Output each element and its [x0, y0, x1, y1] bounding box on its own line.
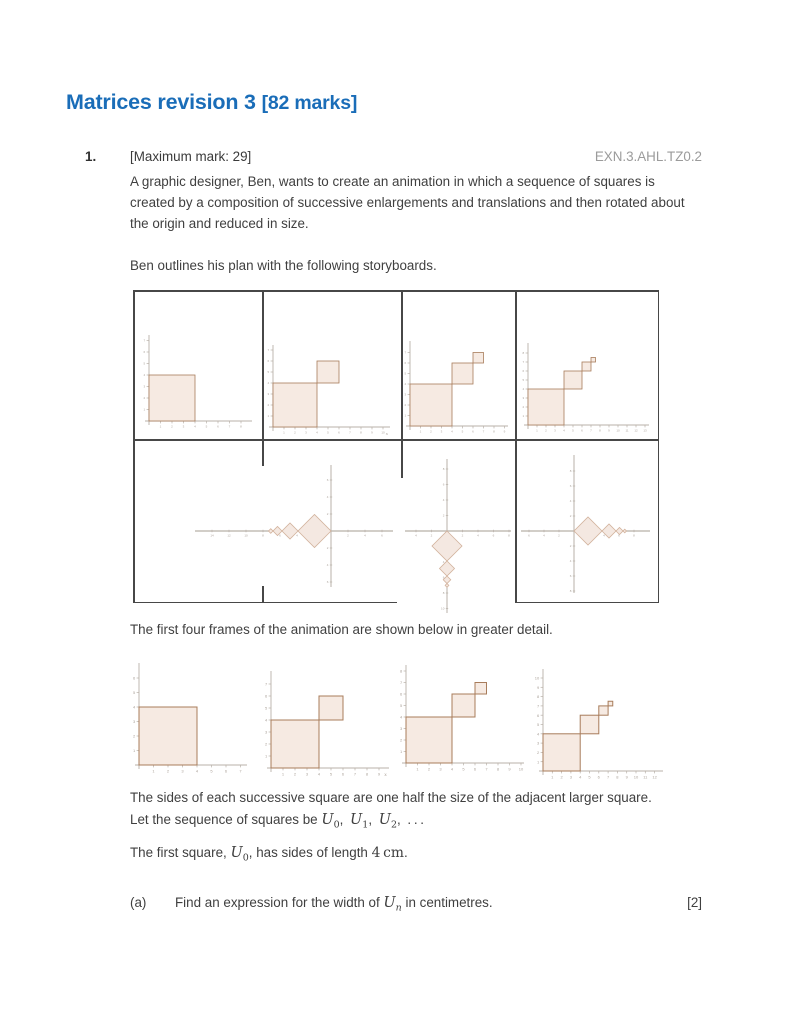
svg-text:4: 4 [536, 731, 540, 737]
svg-text:1: 1 [399, 749, 403, 755]
svg-text:6: 6 [224, 768, 228, 774]
svg-text:1: 1 [267, 414, 270, 419]
svg-text:1: 1 [551, 774, 554, 780]
svg-text:5: 5 [267, 370, 270, 375]
question-reference: EXN.3.AHL.TZ0.2 [594, 149, 702, 164]
svg-text:8: 8 [493, 429, 495, 434]
svg-text:5: 5 [327, 430, 329, 435]
svg-text:7: 7 [264, 681, 268, 687]
svg-text:5: 5 [461, 429, 464, 434]
svg-text:9: 9 [536, 684, 540, 690]
svg-text:3: 3 [439, 766, 442, 772]
svg-text:4: 4 [415, 533, 417, 538]
svg-text:12: 12 [227, 533, 231, 538]
svg-text:4: 4 [579, 774, 582, 780]
svg-text:3: 3 [554, 428, 556, 433]
question-max-mark: [Maximum mark: 29] [130, 149, 252, 164]
svg-text:4: 4 [267, 381, 270, 386]
svg-text:5: 5 [399, 703, 403, 709]
svg-text:9: 9 [625, 774, 628, 780]
svg-text:2: 2 [166, 768, 170, 774]
svg-text:12: 12 [652, 774, 657, 780]
svg-text:1: 1 [522, 414, 525, 419]
svg-text:8: 8 [569, 589, 572, 594]
svg-text:2: 2 [404, 403, 407, 408]
svg-text:4: 4 [450, 766, 454, 772]
svg-text:6: 6 [472, 429, 474, 434]
svg-text:4: 4 [316, 430, 318, 435]
part-a-marks: [2] [687, 895, 702, 910]
svg-text:10: 10 [244, 533, 248, 538]
svg-text:8: 8 [569, 469, 572, 474]
svg-text:4: 4 [296, 533, 298, 538]
svg-text:7: 7 [536, 703, 540, 709]
svg-text:4: 4 [326, 563, 329, 568]
svg-text:3: 3 [569, 774, 573, 780]
svg-text:8: 8 [262, 533, 264, 538]
svg-text:2: 2 [545, 428, 547, 433]
svg-text:8: 8 [399, 668, 403, 674]
svg-text:6: 6 [442, 575, 445, 580]
svg-text:4: 4 [404, 382, 407, 387]
svg-text:3: 3 [305, 430, 307, 435]
svg-text:5: 5 [210, 768, 213, 774]
svg-text:2: 2 [294, 430, 296, 435]
svg-text:6: 6 [264, 693, 268, 699]
svg-text:2: 2 [569, 514, 572, 519]
svg-text:4: 4 [317, 771, 321, 777]
detail-frame-1 [125, 655, 275, 780]
svg-text:6: 6 [442, 482, 445, 487]
storyboard-frame-4 [517, 295, 654, 435]
svg-text:4: 4 [569, 559, 572, 564]
svg-text:6: 6 [143, 350, 146, 355]
svg-text:7: 7 [606, 774, 610, 780]
svg-text:1: 1 [536, 428, 538, 433]
svg-text:2: 2 [267, 403, 270, 408]
svg-text:7: 7 [590, 428, 592, 433]
svg-text:2: 2 [326, 546, 329, 551]
svg-text:4: 4 [477, 533, 479, 538]
intro-paragraph: A graphic designer, Ben, wants to create an animation in which a sequence of squares is created by a composition of successive enlargements and translations and then rotated about the origin and reduced in size. [130, 174, 685, 231]
svg-text:4: 4 [603, 533, 605, 538]
table-border-right [658, 290, 660, 603]
svg-text:2: 2 [536, 750, 540, 755]
svg-text:2: 2 [569, 544, 572, 549]
svg-text:8: 8 [633, 533, 635, 538]
svg-text:7: 7 [267, 348, 270, 353]
svg-text:7: 7 [143, 338, 146, 343]
svg-text:1: 1 [536, 759, 540, 765]
table-border-bottom-left [133, 602, 397, 604]
svg-text:5: 5 [205, 424, 208, 429]
question-header [85, 149, 702, 164]
svg-text:4: 4 [442, 498, 445, 503]
svg-text:8: 8 [240, 424, 242, 429]
svg-text:6: 6 [399, 691, 403, 697]
detail-intro-paragraph: The first four frames of the animation are shown below in greater detail. [130, 622, 553, 637]
sequence-paragraph [130, 787, 686, 831]
page-title-marks: [82 marks] [261, 92, 358, 114]
svg-text:4: 4 [264, 717, 268, 723]
svg-text:4: 4 [451, 429, 453, 434]
svg-text:3: 3 [264, 729, 268, 735]
storyboard-intro-paragraph: Ben outlines his plan with the following storyboards. [130, 258, 437, 273]
svg-text:9: 9 [608, 428, 610, 433]
svg-text:6: 6 [338, 430, 340, 435]
svg-text:12: 12 [634, 428, 638, 433]
detail-frame-2 [257, 655, 407, 780]
svg-text:1: 1 [152, 768, 155, 774]
svg-text:14: 14 [210, 533, 214, 538]
svg-text:3: 3 [536, 740, 540, 746]
svg-text:2: 2 [442, 513, 445, 518]
svg-text:2: 2 [522, 405, 525, 410]
storyboard-frame-7 [517, 441, 654, 599]
svg-text:2: 2 [132, 733, 136, 739]
svg-text:10: 10 [616, 428, 620, 433]
svg-text:10: 10 [633, 774, 639, 780]
svg-text:9: 9 [508, 766, 511, 772]
svg-text:2: 2 [560, 774, 563, 780]
svg-text:4: 4 [563, 428, 565, 433]
svg-text:7: 7 [228, 424, 231, 429]
svg-text:5: 5 [132, 690, 136, 696]
svg-text:6: 6 [528, 533, 530, 538]
svg-text:1: 1 [416, 766, 419, 772]
svg-text:3: 3 [522, 396, 525, 401]
svg-text:4: 4 [399, 714, 403, 720]
svg-text:5: 5 [588, 774, 591, 780]
page-title [66, 90, 357, 115]
svg-text:5: 5 [264, 705, 268, 711]
question-number: 1. [85, 149, 97, 164]
table-border-left [133, 290, 135, 603]
sequence-line-2: Let the sequence of squares be $U_0$, $U_1$, $U_2$, . . . [130, 812, 424, 831]
svg-text:2: 2 [558, 533, 560, 538]
storyboard-frame-3 [403, 295, 513, 435]
detail-frame-3 [392, 655, 542, 780]
svg-text:8: 8 [496, 766, 500, 772]
svg-text:7: 7 [239, 768, 242, 774]
svg-text:6: 6 [569, 574, 572, 579]
svg-text:3: 3 [440, 429, 443, 434]
svg-text:2: 2 [399, 737, 403, 743]
svg-text:3: 3 [305, 771, 309, 777]
svg-text:7: 7 [399, 680, 403, 686]
svg-text:4: 4 [194, 424, 196, 429]
sequence-line-1: The sides of each successive square are one half the size of the adjacent larger square. [130, 790, 652, 805]
first-square-paragraph: The first square, $U_0$, has sides of length 4 cm. [130, 845, 408, 864]
svg-text:6: 6 [581, 428, 583, 433]
svg-text:9: 9 [371, 430, 373, 435]
svg-text:4: 4 [326, 495, 329, 500]
svg-text:2: 2 [264, 741, 268, 747]
svg-text:3: 3 [399, 726, 403, 732]
svg-text:2: 2 [293, 771, 297, 777]
svg-text:6: 6 [132, 675, 136, 681]
svg-text:4: 4 [543, 533, 545, 538]
svg-text:9: 9 [503, 429, 506, 434]
svg-text:8: 8 [616, 774, 619, 780]
svg-text:1: 1 [419, 429, 422, 434]
svg-text:6: 6 [618, 533, 620, 538]
svg-text:1: 1 [159, 424, 162, 429]
svg-text:4: 4 [569, 499, 572, 504]
svg-text:2: 2 [430, 429, 432, 434]
svg-text:6: 6 [341, 771, 345, 777]
detail-frames-row [125, 655, 691, 780]
svg-text:8: 8 [522, 351, 525, 356]
svg-text:6: 6 [381, 533, 383, 538]
svg-text:7: 7 [482, 429, 485, 434]
svg-text:3: 3 [181, 768, 184, 774]
svg-text:6: 6 [267, 359, 270, 364]
svg-text:7: 7 [404, 350, 407, 355]
svg-text:7: 7 [349, 430, 351, 435]
svg-text:10: 10 [534, 675, 540, 681]
storyboard-table [133, 290, 659, 611]
svg-text:4: 4 [195, 768, 199, 774]
part-a-text: Find an expression for the width of $U_n$ in centimetres. [175, 895, 493, 914]
svg-text:1: 1 [132, 748, 136, 754]
svg-text:4: 4 [132, 704, 136, 710]
svg-text:4: 4 [143, 373, 146, 378]
svg-text:10: 10 [518, 766, 524, 772]
svg-text:11: 11 [643, 774, 648, 780]
svg-text:8: 8 [599, 428, 601, 433]
part-a-row [130, 895, 702, 914]
svg-text:2: 2 [427, 766, 431, 772]
svg-text:1: 1 [283, 430, 285, 435]
svg-text:6: 6 [217, 424, 219, 429]
svg-text:2: 2 [171, 424, 173, 429]
svg-text:7: 7 [522, 360, 525, 365]
svg-text:10: 10 [381, 430, 385, 435]
svg-text:7: 7 [353, 771, 357, 777]
storyboard-frame-2 [264, 295, 398, 435]
svg-text:2: 2 [461, 533, 464, 538]
svg-text:7: 7 [485, 766, 488, 772]
svg-text:3: 3 [143, 384, 146, 389]
svg-text:3: 3 [182, 424, 185, 429]
svg-text:2: 2 [143, 396, 146, 401]
svg-text:6: 6 [492, 533, 495, 538]
svg-text:4: 4 [522, 387, 525, 392]
storyboard-frame-6 [403, 441, 515, 616]
svg-text:13: 13 [643, 428, 647, 433]
storyboard-frame-5 [137, 441, 397, 601]
svg-text:6: 6 [597, 774, 600, 780]
svg-text:1: 1 [264, 753, 268, 759]
detail-frame-4 [529, 655, 679, 780]
svg-text:2: 2 [326, 512, 329, 517]
svg-text:5: 5 [572, 428, 574, 433]
svg-text:8: 8 [360, 430, 362, 435]
svg-text:3: 3 [132, 719, 136, 725]
svg-text:2: 2 [347, 533, 349, 538]
svg-text:1: 1 [404, 413, 407, 418]
svg-text:8: 8 [442, 591, 445, 596]
svg-text:6: 6 [326, 478, 329, 483]
svg-text:10: 10 [441, 606, 445, 611]
page-title-text: Matrices revision 3 [66, 90, 256, 114]
svg-text:3: 3 [404, 392, 407, 397]
svg-text:6: 6 [522, 369, 525, 374]
svg-text:8: 8 [442, 467, 445, 472]
svg-text:6: 6 [473, 766, 477, 772]
svg-text:6: 6 [536, 712, 540, 718]
svg-text:x: x [385, 431, 388, 436]
svg-text:4: 4 [364, 533, 366, 538]
svg-text:9: 9 [377, 771, 381, 777]
svg-text:6: 6 [404, 361, 407, 366]
svg-text:8: 8 [536, 694, 540, 700]
svg-text:1: 1 [143, 407, 146, 412]
svg-text:6: 6 [326, 580, 329, 585]
svg-text:11: 11 [625, 428, 629, 433]
svg-text:6: 6 [569, 484, 572, 489]
table-border-top [133, 290, 659, 292]
svg-text:2: 2 [430, 533, 433, 538]
svg-text:4: 4 [442, 560, 445, 565]
svg-text:8: 8 [365, 771, 369, 777]
svg-text:3: 3 [267, 392, 270, 397]
svg-text:1: 1 [281, 771, 285, 777]
svg-text:5: 5 [536, 722, 540, 728]
svg-text:x: x [384, 772, 387, 778]
svg-text:5: 5 [462, 766, 465, 772]
svg-text:5: 5 [522, 378, 525, 383]
svg-text:8: 8 [508, 533, 510, 538]
part-a-label: (a) [130, 895, 147, 910]
svg-text:6: 6 [279, 533, 281, 538]
svg-text:5: 5 [329, 771, 333, 777]
table-border-bottom-right [515, 602, 659, 604]
svg-text:5: 5 [404, 371, 407, 376]
storyboard-frame-1 [137, 295, 259, 435]
svg-text:5: 5 [143, 361, 146, 366]
